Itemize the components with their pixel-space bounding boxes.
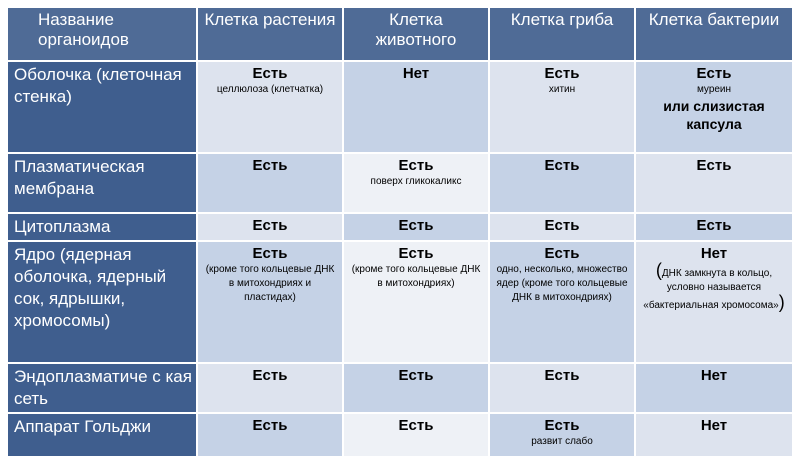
cell-main: Есть	[398, 417, 434, 434]
paren-open: (	[655, 260, 662, 280]
cell-main: Есть	[398, 217, 434, 234]
table-row	[7, 61, 793, 153]
cell-main: Нет	[700, 417, 728, 434]
animal-cell	[343, 153, 489, 213]
cell-note: поверх гликокаликс	[370, 176, 462, 187]
plant-cell	[197, 363, 343, 413]
cell-main: Есть	[252, 157, 288, 174]
bacteria-cell	[635, 363, 793, 413]
cell-main: Есть	[544, 157, 580, 174]
row-name: Оболочка (клеточная стенка)	[7, 61, 197, 153]
header-row	[7, 7, 793, 61]
cell-main: Есть	[544, 417, 580, 434]
fungus-cell	[489, 413, 635, 457]
animal-cell	[343, 413, 489, 457]
cell-note: хитин	[548, 84, 576, 95]
fungus-cell	[489, 61, 635, 153]
table-row	[7, 363, 793, 413]
cell-note: (кроме того кольцевые ДНК в митохондриях и пластидах)	[205, 264, 335, 303]
cell-main: Есть	[252, 417, 288, 434]
bacteria-cell	[635, 61, 793, 153]
table-row	[7, 213, 793, 241]
plant-cell	[197, 413, 343, 457]
header-fungus-cell: Клетка гриба	[489, 7, 635, 61]
cell-main: Есть	[544, 217, 580, 234]
header-plant-cell: Клетка растения	[197, 7, 343, 61]
bacteria-cell	[635, 413, 793, 457]
cell-main: Есть	[544, 245, 580, 262]
cell-main: Есть	[544, 367, 580, 384]
cell-main: Есть	[252, 217, 288, 234]
cell-extra: или слизистая капсула	[663, 98, 765, 132]
cell-note-text: ДНК замкнута в кольцо, условно называется «бактериальная хромосома»	[643, 268, 779, 311]
cell-note: одно, несколько, множество ядер (кроме того кольцевые ДНК в митохондриях)	[496, 264, 628, 303]
cell-main: Есть	[252, 65, 288, 82]
plant-cell	[197, 241, 343, 363]
table-row	[7, 241, 793, 363]
row-name: Плазматическая мембрана	[7, 153, 197, 213]
plant-cell	[197, 213, 343, 241]
animal-cell	[343, 363, 489, 413]
cell-note: муреин	[696, 84, 732, 95]
animal-cell	[343, 241, 489, 363]
row-name: Аппарат Гольджи	[7, 413, 197, 457]
cell-main: Есть	[696, 157, 732, 174]
plant-cell	[197, 153, 343, 213]
cell-main: Есть	[398, 367, 434, 384]
bacteria-cell	[635, 241, 793, 363]
header-bacteria-cell: Клетка бактерии	[635, 7, 793, 61]
table-row	[7, 413, 793, 457]
table-row	[7, 153, 793, 213]
animal-cell	[343, 213, 489, 241]
row-name: Ядро (ядерная оболочка, ядерный сок, ядрышки, хромосомы)	[7, 241, 197, 363]
fungus-cell	[489, 241, 635, 363]
header-organoid-name: Название органоидов	[7, 7, 197, 61]
bacteria-cell	[635, 153, 793, 213]
cell-note: (кроме того кольцевые ДНК в митохондриях)	[351, 264, 481, 289]
paren-close: )	[778, 292, 785, 312]
cell-main: Есть	[252, 367, 288, 384]
cell-main: Есть	[398, 245, 434, 262]
header-animal-cell: Клетка животного	[343, 7, 489, 61]
plant-cell	[197, 61, 343, 153]
cell-main: Нет	[700, 245, 728, 262]
cell-main: Нет	[700, 367, 728, 384]
cell-note: целлюлоза (клетчатка)	[216, 84, 324, 95]
cell-main: Есть	[544, 65, 580, 82]
fungus-cell	[489, 213, 635, 241]
row-name: Цитоплазма	[7, 213, 197, 241]
cell-main: Есть	[696, 217, 732, 234]
organoids-table	[6, 6, 794, 458]
cell-main: Есть	[252, 245, 288, 262]
bacteria-cell	[635, 213, 793, 241]
fungus-cell	[489, 153, 635, 213]
row-name: Эндоплазматиче с кая сеть	[7, 363, 197, 413]
cell-main: Нет	[402, 65, 430, 82]
cell-note	[640, 260, 788, 313]
animal-cell	[343, 61, 489, 153]
cell-note: развит слабо	[531, 436, 593, 447]
cell-main: Есть	[696, 65, 732, 82]
fungus-cell	[489, 363, 635, 413]
cell-main: Есть	[398, 157, 434, 174]
